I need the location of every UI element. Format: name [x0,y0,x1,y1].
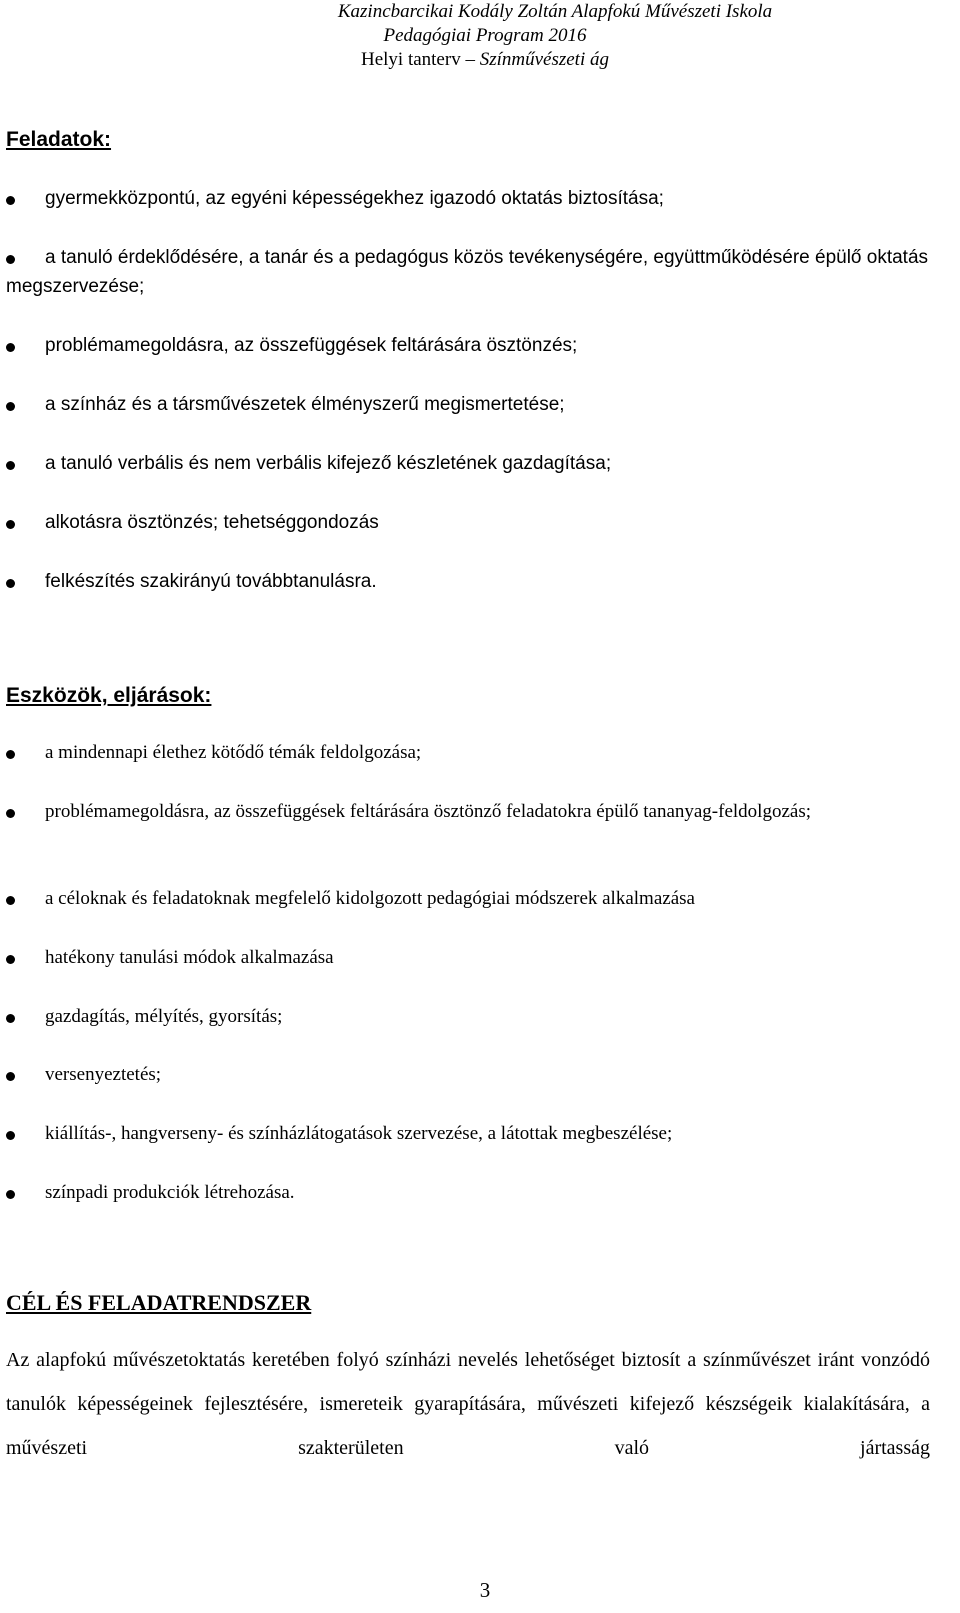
list-item [0,331,945,361]
list-item [0,1178,945,1208]
list-item-text: versenyeztetés; [45,1064,162,1085]
page-number: 3 [479,1578,491,1602]
bullet-icon [6,1014,15,1023]
list-item-text: kiállítás-, hangverseny- és színházlátogatások szervezése, a látottak megbeszélése; [45,1123,673,1144]
list-item [0,1119,945,1149]
curriculum-label: Helyi tanterv – [360,49,480,70]
list-item-text: hatékony tanulási módok alkalmazása [45,947,334,968]
bullet-icon [6,896,15,905]
list-item [0,390,945,420]
list-item [0,567,945,597]
curriculum-line [0,48,960,72]
list-item-text: színpadi produkciók létrehozása. [45,1182,295,1203]
curriculum-branch: Színművészeti ág [479,49,609,70]
bullet-icon [6,809,15,818]
list-item [0,943,945,973]
list-item [0,1060,945,1090]
eszkozok-heading: Eszközök, eljárások: [6,684,212,707]
list-item [0,508,945,538]
list-item-text: a tanuló verbális és nem verbális kifejező készletének gazdagítása; [45,453,612,474]
bullet-icon [6,196,15,205]
bullet-icon [6,579,15,588]
bullet-icon [6,255,15,264]
bullet-icon [6,343,15,352]
bullet-icon [6,461,15,470]
list-item [0,797,945,826]
cel-paragraph: Az alapfokú művészetoktatás keretében folyó színházi nevelés lehetőséget biztosít a színművészet iránt vonzódó tanulók képességeinek fejlesztésére, ismereteik gyarapítására, művészeti kifejező készségeik kialakítására, a művészeti szakterületen való jártasság [6,1349,930,1459]
list-item [0,243,945,301]
list-item-text: gazdagítás, mélyítés, gyorsítás; [45,1006,283,1027]
cel-heading: CÉL ÉS FELADATRENDSZER [6,1290,312,1315]
list-item [0,1002,945,1032]
program-title: Pedagógiai Program 2016 [383,25,587,46]
bullet-icon [6,1131,15,1140]
list-item-text: a céloknak és feladatoknak megfelelő kidolgozott pedagógiai módszerek alkalmazása [45,888,695,909]
bullet-icon [6,750,15,759]
bullet-icon [6,1190,15,1199]
bullet-icon [6,520,15,529]
list-item [0,884,945,914]
list-item-text: a színház és a társművészetek élményszerű megismertetése; [45,394,565,415]
list-item-text: felkészítés szakirányú továbbtanulásra. [45,571,377,592]
bullet-icon [6,402,15,411]
list-item-text: a mindennapi élethez kötődő témák feldolgozása; [45,742,422,763]
list-item-text: alkotásra ösztönzés; tehetséggondozás [45,512,379,533]
school-name: Kazincbarcikai Kodály Zoltán Alapfokú Művészeti Iskola [337,1,773,22]
list-item-text: gyermekközpontú, az egyéni képességekhez igazodó oktatás biztosítása; [45,188,664,209]
feladatok-heading: Feladatok: [6,128,112,151]
list-item [0,449,945,479]
list-item [0,738,945,768]
page-header [0,0,960,72]
list-item [0,184,945,214]
bullet-icon [6,955,15,964]
bullet-icon [6,1072,15,1081]
list-item-text: problémamegoldásra, az összefüggések feltárására ösztönzés; [45,335,578,356]
list-item-text: a tanuló érdeklődésére, a tanár és a pedagógus közös tevékenységére, együttműködésére épülő oktatás megszervezése; [6,247,929,297]
list-item-text: problémamegoldásra, az összefüggések feltárására ösztönző feladatokra épülő tananyag-feldolgozás; [45,801,811,822]
